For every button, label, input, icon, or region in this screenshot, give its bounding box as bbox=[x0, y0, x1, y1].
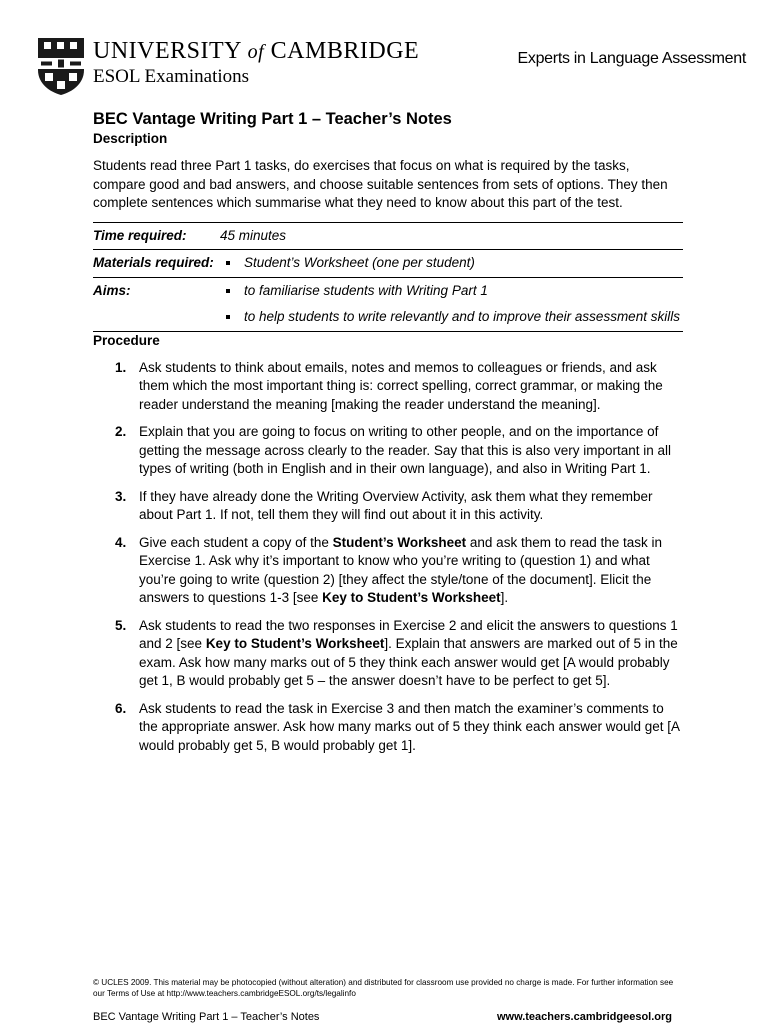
description-text: Students read three Part 1 tasks, do exercises that focus on what is required by the tasks, compare good and bad answers, and choose suitable sentences from sets of options. They then complete sentences which summarise what they need to know about this part of the test. bbox=[93, 158, 668, 210]
step-number: 4. bbox=[115, 534, 127, 550]
procedure-heading: Procedure bbox=[93, 332, 160, 348]
step-text: ]. Explain that answers are marked out of 5 in the exam. Ask how many marks out of 5 they think each answer would get [A would probably get 1, B would probably get 5 – the answer doesn’t have to be perfect to get 5]. bbox=[139, 636, 678, 688]
time-row bbox=[93, 222, 683, 250]
step-text: Ask students to read the two responses in Exercise 2 and elicit the answers to questions 1 and 2 [see bbox=[139, 617, 678, 651]
cambridge-crest-icon bbox=[36, 36, 86, 96]
step-text: Ask students to read the task in Exercise 3 and then match the examiner’s comments to the appropriate answer. Ask how many marks out of 5 they think each answer would get [A would probably get 5, B would probably get 1]. bbox=[139, 700, 680, 753]
university-name bbox=[93, 38, 419, 65]
procedure-list bbox=[93, 359, 683, 756]
procedure-step bbox=[93, 423, 683, 479]
description-heading: Description bbox=[93, 131, 168, 146]
step-bold-text: Key to Student’s Worksheet bbox=[322, 590, 501, 605]
info-table bbox=[93, 222, 683, 332]
aims-value bbox=[220, 277, 683, 331]
tagline: Experts in Language Assessment bbox=[517, 50, 746, 67]
step-number: 5. bbox=[115, 617, 127, 633]
step-text: Give each student a copy of the bbox=[139, 534, 333, 550]
footer-doc-title: BEC Vantage Writing Part 1 – Teacher’s Notes bbox=[93, 1011, 320, 1023]
main-content bbox=[93, 108, 683, 755]
step-text: and ask them to read the task in Exercise 1. Ask why it’s important to know who you’re writing to (question 1) and what you’re going to write (question 2) [they affect the style/tone of the document]. Elicit the answers to questions 1-3 [see bbox=[139, 534, 663, 605]
step-bold-text: Key to Student’s Worksheet bbox=[205, 636, 385, 651]
page-title: BEC Vantage Writing Part 1 – Teacher’s Notes bbox=[93, 110, 452, 128]
list-item: to help students to write relevantly and to improve their assessment skills bbox=[220, 308, 683, 327]
list-item: to familiarise students with Writing Part 1 bbox=[220, 282, 683, 301]
esol-subtitle: ESOL Examinations bbox=[93, 66, 250, 87]
step-number: 2. bbox=[115, 424, 127, 439]
step-number: 3. bbox=[115, 488, 127, 504]
procedure-step bbox=[93, 617, 683, 691]
procedure-step bbox=[93, 534, 683, 608]
step-text: Explain that you are going to focus on writing to other people, and on the importance of getting the message across clearly to the reader. Say that this is also very important in all types of writing (both in English and in their own language), and also in Writing Part 1. bbox=[139, 424, 672, 476]
step-number: 1. bbox=[115, 359, 127, 375]
footer-website: www.teachers.cambridgeesol.org bbox=[496, 1011, 672, 1023]
university-name-post: CAMBRIDGE bbox=[264, 38, 420, 64]
aims-row bbox=[93, 277, 683, 331]
materials-value bbox=[220, 250, 683, 278]
page-header bbox=[36, 36, 746, 98]
step-number: 6. bbox=[115, 700, 127, 716]
procedure-step bbox=[93, 359, 683, 415]
step-text: ]. bbox=[500, 590, 509, 605]
university-name-pre: UNIVERSITY bbox=[93, 38, 248, 64]
time-value: 45 minutes bbox=[220, 222, 683, 250]
materials-list bbox=[220, 254, 683, 273]
aims-label: Aims: bbox=[93, 277, 220, 331]
materials-label: Materials required: bbox=[93, 250, 220, 278]
materials-row bbox=[93, 250, 683, 278]
list-item: Student’s Worksheet (one per student) bbox=[220, 254, 683, 273]
university-name-of: of bbox=[247, 41, 265, 63]
step-text: Ask students to think about emails, notes and memos to colleagues or friends, and ask them which the most important thing is: correct spelling, correct grammar, or making the reader understand the meaning [making the reader understand the meaning]. bbox=[139, 359, 663, 412]
procedure-step bbox=[93, 700, 683, 756]
procedure-step bbox=[93, 488, 683, 525]
aims-list bbox=[220, 282, 683, 327]
copyright-notice: © UCLES 2009. This material may be photocopied (without alteration) and distributed for classroom use provided no charge is made. For further information see our Terms of Use at http://www.teachers.cambridgeESOL.org/ts/legalinfo bbox=[93, 978, 674, 998]
step-bold-text: Student’s Worksheet bbox=[332, 534, 467, 550]
step-text: If they have already done the Writing Overview Activity, ask them what they remember about Part 1. If not, tell them they will find out about it in this activity. bbox=[139, 488, 653, 522]
time-label: Time required: bbox=[93, 222, 220, 250]
